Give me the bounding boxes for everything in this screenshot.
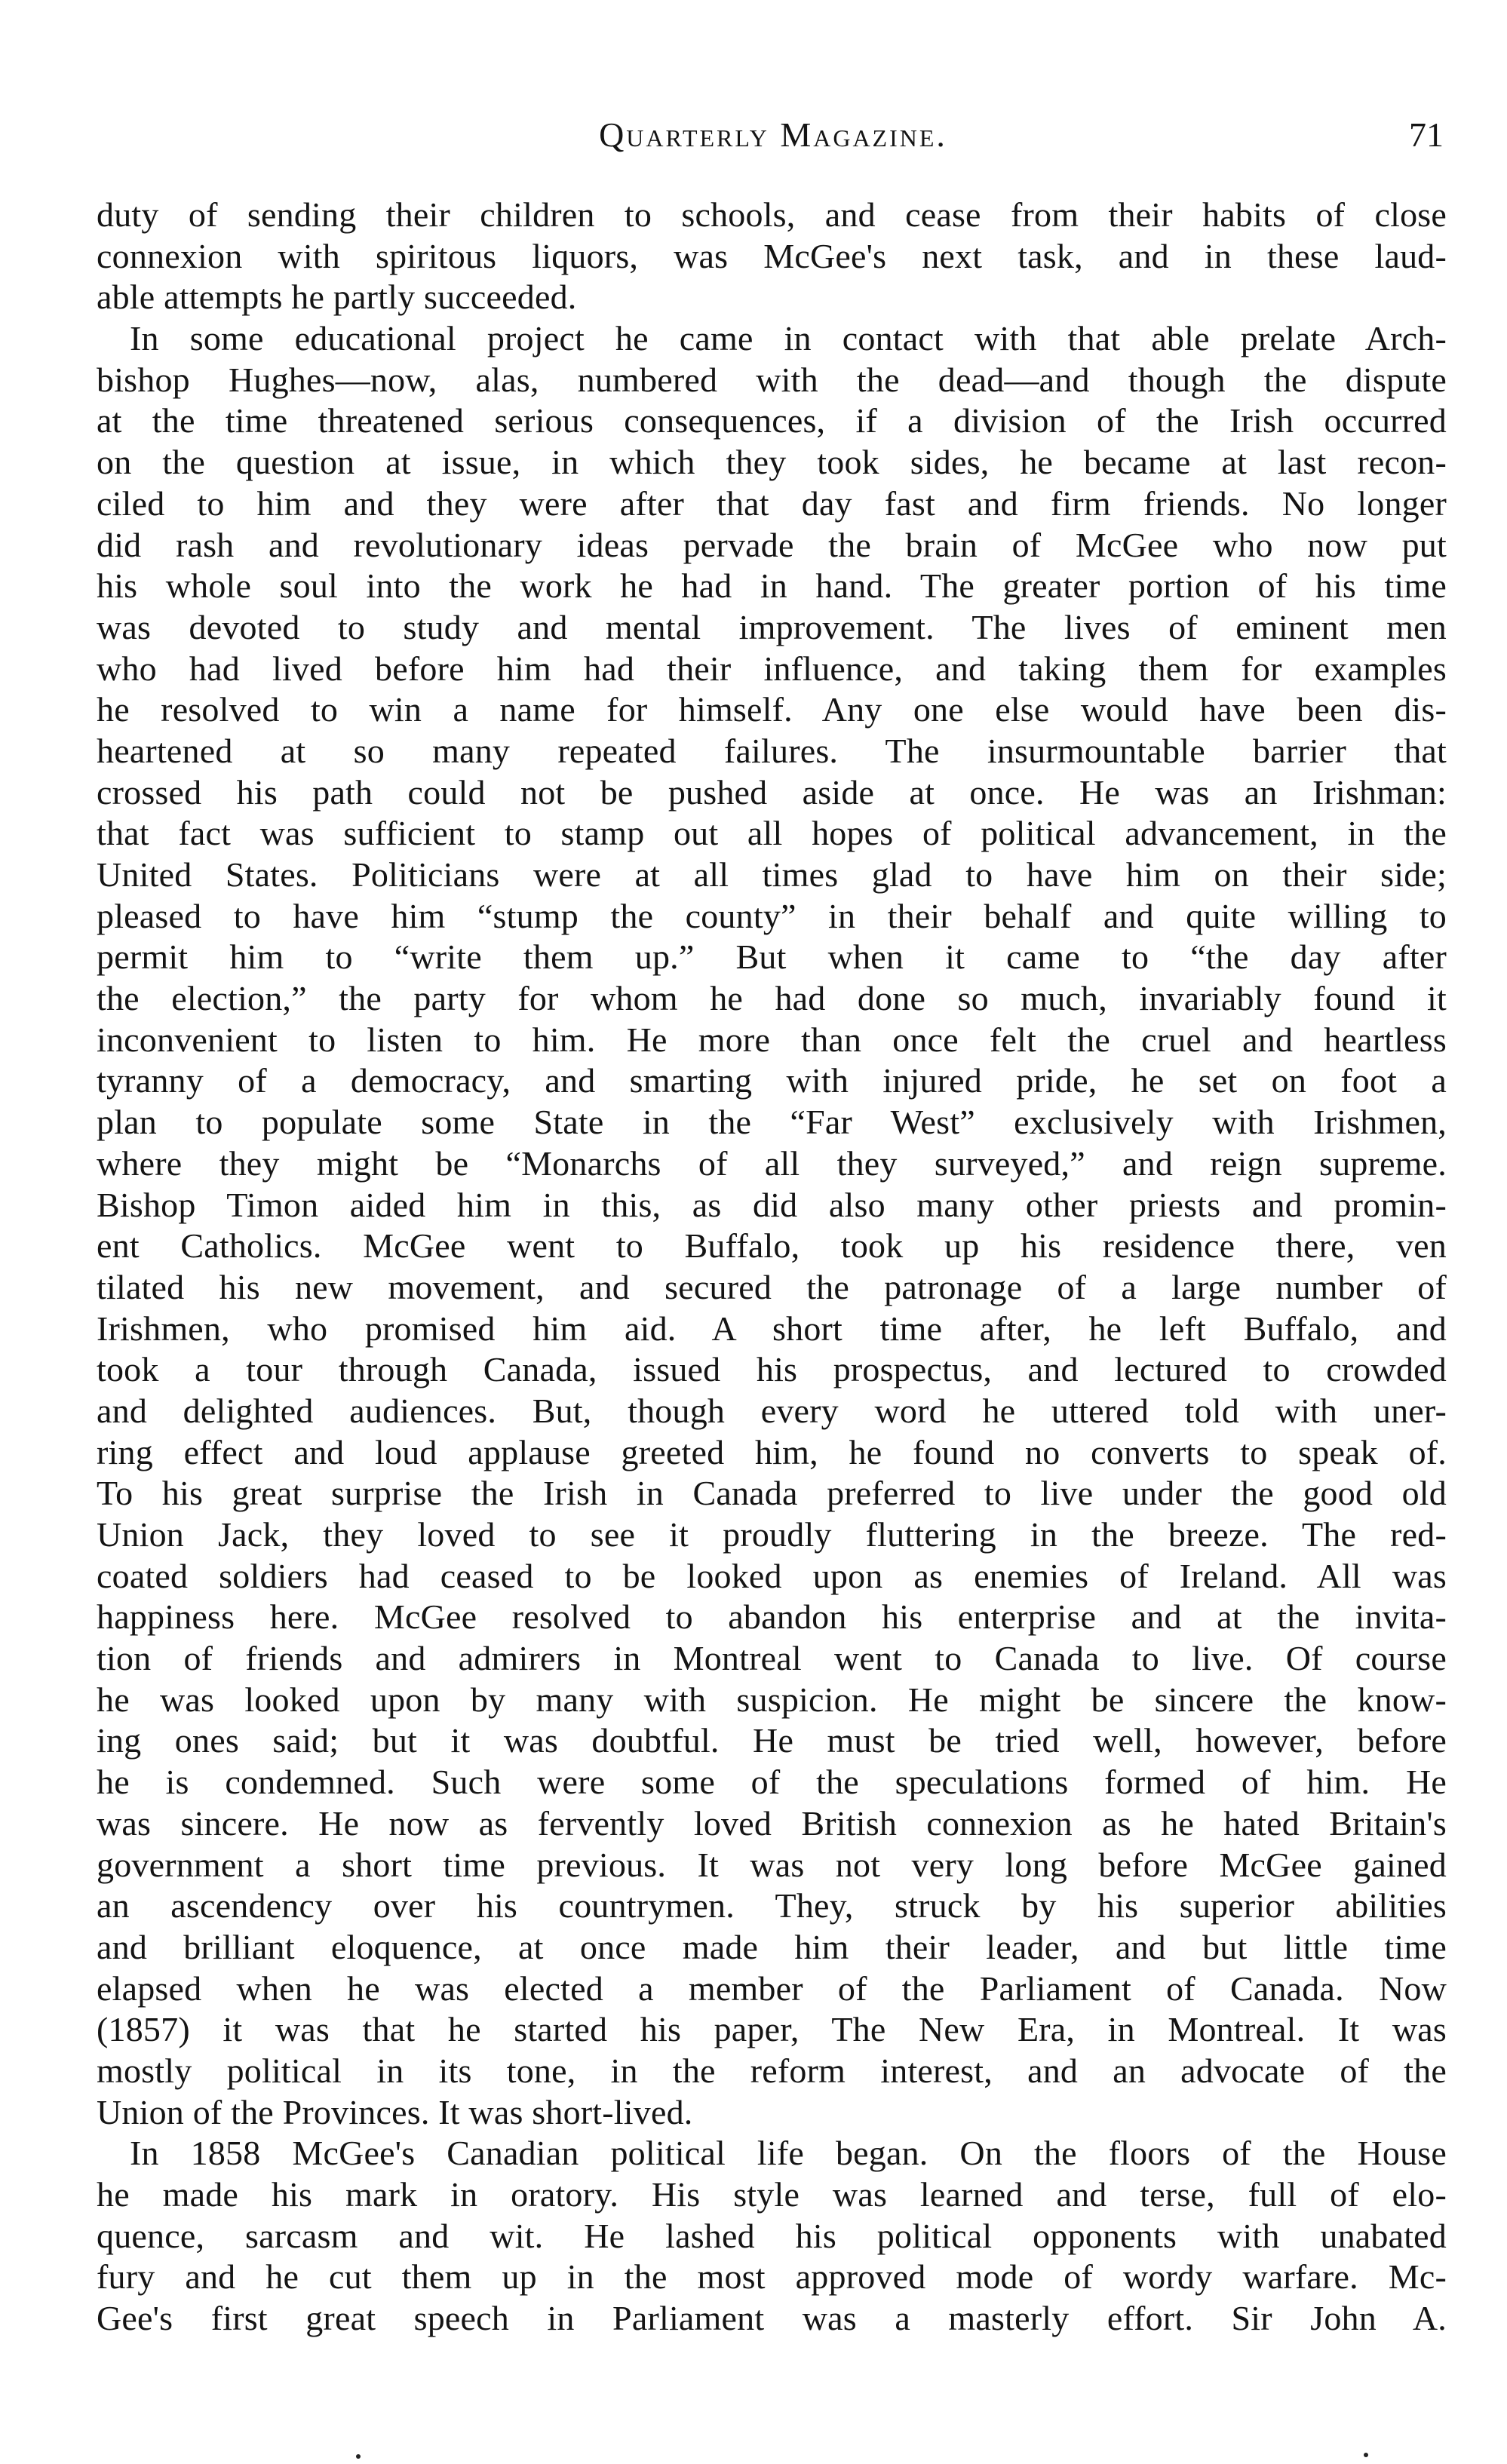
text-line: connexion with spiritous liquors, was McGee's next task, and in these laud-	[97, 236, 1447, 275]
text-line: Irishmen, who promised him aid. A short time after, he left Buffalo, and	[97, 1309, 1447, 1348]
text-line: bishop Hughes—now, alas, numbered with the dead—and though the dispute	[97, 360, 1447, 399]
text-line: tilated his new movement, and secured the patronage of a large number of	[97, 1267, 1447, 1306]
text-line: tyranny of a democracy, and smarting with injured pride, he set on foot a	[97, 1061, 1447, 1100]
text-line: crossed his path could not be pushed aside at once. He was an Irishman:	[97, 772, 1447, 812]
text-line: Bishop Timon aided him in this, as did also many other priests and promin-	[97, 1185, 1447, 1224]
text-line: the election,” the party for whom he had done so much, invariably found it	[97, 979, 1447, 1018]
text-line: In 1858 McGee's Canadian political life began. On the floors of the House	[130, 2134, 1447, 2173]
text-line: and brilliant eloquence, at once made him their leader, and but little time	[97, 1927, 1447, 1966]
text-line: he resolved to win a name for himself. Any one else would have been dis-	[97, 690, 1447, 729]
text-line: pleased to have him “stump the county” in their behalf and quite willing to	[97, 896, 1447, 935]
text-line: Union Jack, they loved to see it proudly fluttering in the breeze. The red-	[97, 1515, 1447, 1554]
text-line: ent Catholics. McGee went to Buffalo, took up his residence there, ven	[97, 1226, 1447, 1266]
text-line: was sincere. He now as fervently loved British connexion as he hated Britain's	[97, 1803, 1447, 1843]
text-line: an ascendency over his countrymen. They, struck by his superior abilities	[97, 1886, 1447, 1925]
text-line: ing ones said; but it was doubtful. He must be tried well, however, before	[97, 1721, 1447, 1760]
text-line: heartened at so many repeated failures. The insurmountable barrier that	[97, 731, 1447, 770]
text-line: mostly political in its tone, in the reform interest, and an advocate of the	[97, 2051, 1447, 2090]
text-line: elapsed when he was elected a member of the Parliament of Canada. Now	[97, 1968, 1447, 2008]
print-speck	[1364, 2453, 1368, 2457]
text-line: was devoted to study and mental improvement. The lives of eminent men	[97, 607, 1447, 646]
text-line: and delighted audiences. But, though every word he uttered told with uner-	[97, 1391, 1447, 1430]
text-line: Gee's first great speech in Parliament was a masterly effort. Sir John A.	[97, 2299, 1447, 2338]
text-line: able attempts he partly succeeded.	[97, 278, 577, 317]
text-line: did rash and revolutionary ideas pervade the brain of McGee who now put	[97, 525, 1447, 564]
text-line: that fact was sufficient to stamp out all hopes of political advancement, in the	[97, 814, 1447, 853]
text-line: he was looked upon by many with suspicion. He might be sincere the know-	[97, 1680, 1447, 1719]
text-line	[97, 2340, 1447, 2381]
text-line: plan to populate some State in the “Far West” exclusively with Irishmen,	[97, 1103, 1447, 1142]
text-line: ciled to him and they were after that day fast and firm friends. No longer	[97, 483, 1447, 523]
text-line: happiness here. McGee resolved to abandon his enterprise and at the invita-	[97, 1597, 1447, 1637]
text-line: (1857) it was that he started his paper, The New Era, in Montreal. It was	[97, 2010, 1447, 2049]
text-line: United States. Politicians were at all times glad to have him on their side;	[97, 855, 1447, 894]
text-line: where they might be “Monarchs of all they surveyed,” and reign supreme.	[97, 1143, 1447, 1183]
body-text	[97, 195, 1447, 2380]
text-line: quence, sarcasm and wit. He lashed his political opponents with unabated	[97, 2216, 1447, 2255]
running-header	[98, 115, 1448, 167]
text-line: he made his mark in oratory. His style was learned and terse, full of elo-	[97, 2175, 1447, 2214]
text-line: at the time threatened serious consequences, if a division of the Irish occurred	[97, 401, 1447, 440]
print-speck	[356, 2454, 361, 2459]
text-line: permit him to “write them up.” But when it came to “the day after	[97, 937, 1447, 977]
text-line: on the question at issue, in which they took sides, he became at last recon-	[97, 443, 1447, 482]
text-line: took a tour through Canada, issued his prospectus, and lectured to crowded	[97, 1350, 1447, 1389]
page-number: 71	[1409, 115, 1444, 154]
text-line: To his great surprise the Irish in Canada preferred to live under the good old	[97, 1474, 1447, 1513]
text-line: his whole soul into the work he had in hand. The greater portion of his time	[97, 566, 1447, 606]
text-line: he is condemned. Such were some of the speculations formed of him. He	[97, 1763, 1447, 1802]
text-line: who had lived before him had their influence, and taking them for examples	[97, 649, 1447, 688]
running-title: Quarterly Magazine.	[599, 115, 947, 154]
text-line: duty of sending their children to schools, and cease from their habits of close	[97, 195, 1447, 234]
text-line: fury and he cut them up in the most approved mode of wordy warfare. Mc-	[97, 2257, 1447, 2297]
text-line: inconvenient to listen to him. He more than once felt the cruel and heartless	[97, 1020, 1447, 1059]
text-line: In some educational project he came in contact with that able prelate Arch-	[130, 319, 1447, 358]
text-line: tion of friends and admirers in Montreal went to Canada to live. Of course	[97, 1639, 1447, 1678]
text-line: coated soldiers had ceased to be looked upon as enemies of Ireland. All was	[97, 1556, 1447, 1595]
text-line: Union of the Provinces. It was short-lived.	[97, 2092, 693, 2131]
text-line: ring effect and loud applause greeted him, he found no converts to speak of.	[97, 1432, 1447, 1471]
text-line: government a short time previous. It was not very long before McGee gained	[97, 1845, 1447, 1884]
